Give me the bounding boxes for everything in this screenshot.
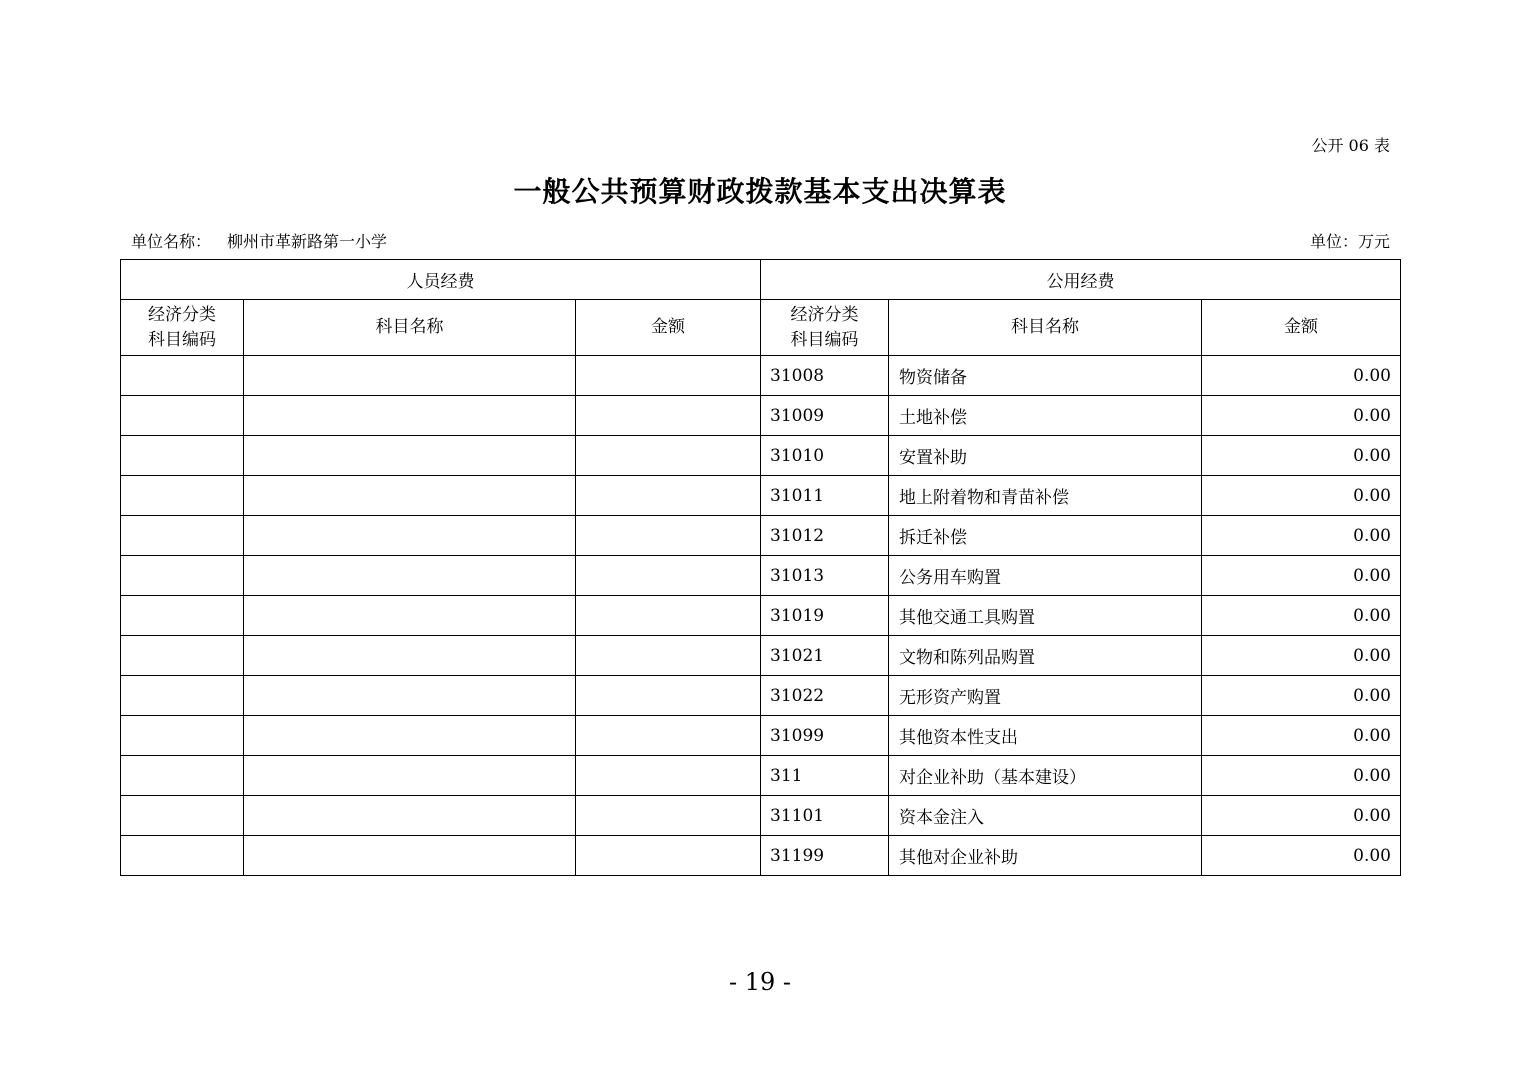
personnel-code-cell xyxy=(121,756,244,796)
public-name-header: 科目名称 xyxy=(889,300,1202,356)
personnel-name-cell xyxy=(244,756,576,796)
table-row xyxy=(121,836,1401,876)
personnel-name-cell xyxy=(244,716,576,756)
public-code-cell: 31019 xyxy=(761,596,889,636)
personnel-amount-cell xyxy=(576,476,761,516)
personnel-name-cell xyxy=(244,396,576,436)
public-amount-cell: 0.00 xyxy=(1202,516,1401,556)
public-name-cell: 物资储备 xyxy=(889,356,1202,396)
public-name-cell: 安置补助 xyxy=(889,436,1202,476)
personnel-code-cell xyxy=(121,556,244,596)
public-amount-cell: 0.00 xyxy=(1202,636,1401,676)
page-title: 一般公共预算财政拨款基本支出决算表 xyxy=(513,175,1007,208)
public-amount-cell: 0.00 xyxy=(1202,596,1401,636)
public-name-cell: 拆迁补偿 xyxy=(889,516,1202,556)
column-header-row xyxy=(121,300,1401,356)
personnel-amount-cell xyxy=(576,836,761,876)
public-code-cell: 31011 xyxy=(761,476,889,516)
personnel-code-cell xyxy=(121,596,244,636)
personnel-code-cell xyxy=(121,716,244,756)
public-code-cell: 311 xyxy=(761,756,889,796)
personnel-code-cell xyxy=(121,396,244,436)
table-row xyxy=(121,356,1401,396)
public-amount-cell: 0.00 xyxy=(1202,836,1401,876)
personnel-code-cell xyxy=(121,676,244,716)
page-number: - 19 - xyxy=(728,968,791,996)
table-row xyxy=(121,756,1401,796)
public-code-cell: 31099 xyxy=(761,716,889,756)
personnel-amount-cell xyxy=(576,596,761,636)
personnel-amount-cell xyxy=(576,356,761,396)
personnel-amount-cell xyxy=(576,556,761,596)
unit-name: 柳州市革新路第一小学 xyxy=(227,232,388,251)
table-row xyxy=(121,476,1401,516)
personnel-name-cell xyxy=(244,436,576,476)
public-name-cell: 土地补偿 xyxy=(889,396,1202,436)
table-row xyxy=(121,716,1401,756)
personnel-name-cell xyxy=(244,556,576,596)
table-row xyxy=(121,516,1401,556)
table-row xyxy=(121,396,1401,436)
public-code-cell: 31012 xyxy=(761,516,889,556)
public-amount-cell: 0.00 xyxy=(1202,356,1401,396)
personnel-name-cell xyxy=(244,516,576,556)
personnel-amount-cell xyxy=(576,436,761,476)
personnel-name-cell xyxy=(244,796,576,836)
table-row xyxy=(121,556,1401,596)
personnel-amount-cell xyxy=(576,516,761,556)
personnel-name-cell xyxy=(244,636,576,676)
personnel-name-cell xyxy=(244,836,576,876)
unit-info-row xyxy=(131,229,1390,252)
table-row xyxy=(121,636,1401,676)
public-code-cell: 31010 xyxy=(761,436,889,476)
personnel-expense-header: 人员经费 xyxy=(121,260,761,300)
group-header-row xyxy=(121,260,1401,300)
public-code-header: 经济分类 科目编码 xyxy=(761,300,889,356)
personnel-code-cell xyxy=(121,796,244,836)
public-amount-header: 金额 xyxy=(1202,300,1401,356)
public-name-cell: 其他资本性支出 xyxy=(889,716,1202,756)
public-amount-cell: 0.00 xyxy=(1202,716,1401,756)
personnel-name-cell xyxy=(244,676,576,716)
public-amount-cell: 0.00 xyxy=(1202,396,1401,436)
personnel-amount-cell xyxy=(576,796,761,836)
personnel-name-cell xyxy=(244,596,576,636)
public-code-cell: 31013 xyxy=(761,556,889,596)
personnel-code-header: 经济分类 科目编码 xyxy=(121,300,244,356)
form-number: 公开 06 表 xyxy=(1311,136,1390,155)
table-body xyxy=(121,356,1401,876)
personnel-code-cell xyxy=(121,836,244,876)
public-amount-cell: 0.00 xyxy=(1202,796,1401,836)
personnel-amount-cell xyxy=(576,716,761,756)
personnel-code-cell xyxy=(121,356,244,396)
unit-name-label: 单位名称： xyxy=(131,232,212,251)
personnel-amount-cell xyxy=(576,636,761,676)
public-name-cell: 地上附着物和青苗补偿 xyxy=(889,476,1202,516)
personnel-amount-header: 金额 xyxy=(576,300,761,356)
public-code-cell: 31008 xyxy=(761,356,889,396)
public-name-cell: 其他对企业补助 xyxy=(889,836,1202,876)
unit-name-group xyxy=(131,229,387,252)
personnel-code-cell xyxy=(121,436,244,476)
public-name-cell: 文物和陈列品购置 xyxy=(889,636,1202,676)
personnel-code-cell xyxy=(121,516,244,556)
public-name-cell: 其他交通工具购置 xyxy=(889,596,1202,636)
table-row xyxy=(121,676,1401,716)
public-amount-cell: 0.00 xyxy=(1202,756,1401,796)
personnel-name-header: 科目名称 xyxy=(244,300,576,356)
public-name-cell: 资本金注入 xyxy=(889,796,1202,836)
public-code-cell: 31101 xyxy=(761,796,889,836)
personnel-code-cell xyxy=(121,636,244,676)
public-name-cell: 无形资产购置 xyxy=(889,676,1202,716)
personnel-name-cell xyxy=(244,356,576,396)
personnel-amount-cell xyxy=(576,396,761,436)
table-row xyxy=(121,436,1401,476)
personnel-amount-cell xyxy=(576,676,761,716)
budget-table xyxy=(120,259,1401,876)
personnel-name-cell xyxy=(244,476,576,516)
public-amount-cell: 0.00 xyxy=(1202,556,1401,596)
public-code-cell: 31022 xyxy=(761,676,889,716)
currency-unit: 单位：万元 xyxy=(1309,232,1390,251)
public-amount-cell: 0.00 xyxy=(1202,436,1401,476)
table-row xyxy=(121,596,1401,636)
public-expense-header: 公用经费 xyxy=(761,260,1401,300)
public-amount-cell: 0.00 xyxy=(1202,476,1401,516)
personnel-amount-cell xyxy=(576,756,761,796)
public-name-cell: 对企业补助（基本建设） xyxy=(889,756,1202,796)
table-row xyxy=(121,796,1401,836)
public-code-cell: 31021 xyxy=(761,636,889,676)
public-code-cell: 31009 xyxy=(761,396,889,436)
public-name-cell: 公务用车购置 xyxy=(889,556,1202,596)
public-amount-cell: 0.00 xyxy=(1202,676,1401,716)
personnel-code-cell xyxy=(121,476,244,516)
public-code-cell: 31199 xyxy=(761,836,889,876)
